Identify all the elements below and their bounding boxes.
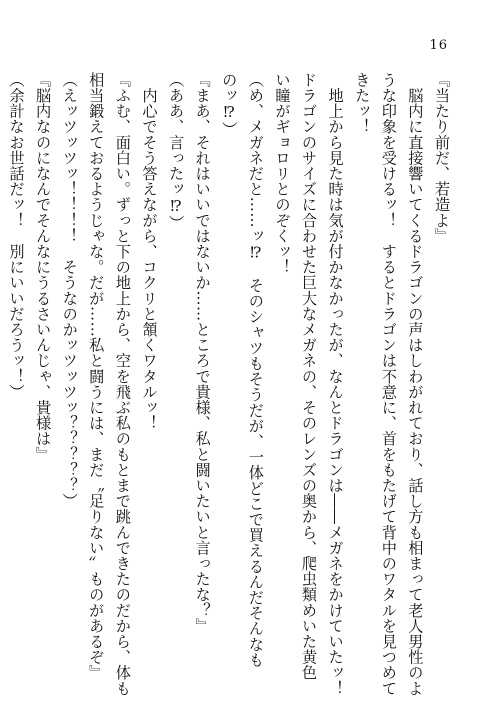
text-line: 脳内に直接響いてくるドラゴンの声はしわがれており、話し方も相まって老人男性のよ [406, 72, 425, 696]
text-line: 『脳内なのになんでそんなにうるさいんじゃ、貴様は』 [34, 72, 53, 462]
text-line: （えッツッツッ！！！！ そうなのかッツッツッ？？？？？） [60, 72, 79, 509]
text-line: （め、メガネだと……ッ⁉ そのシャツもそうだが、一体どこで買えるんだそんなも [246, 72, 265, 668]
text-line: 地上から見た時は気が付かなかったが、なんとドラゴンは――メガネをかけていたッ！ [326, 72, 345, 696]
page-number: 16 [429, 38, 448, 53]
text-line: （余計なお世話だッ！ 別にいいだろうッ！） [7, 72, 26, 400]
text-line: 『まあ、それはいいではないか……ところで貴様、私と闘いたいと言ったな？』 [193, 72, 212, 634]
text-line: （ああ、言ったッ⁉） [167, 72, 186, 231]
text-line: い瞳がギョロリとのぞくッ！ [273, 72, 292, 275]
body-text [7, 72, 455, 696]
text-line: 内心でそう答えながら、コクリと頷くワタルッ！ [140, 72, 159, 431]
text-line: のッ⁉） [220, 72, 239, 138]
text-line: うな印象を受けるッ！ するとドラゴンは不意に、首をもたげて背中のワタルを見つめて [379, 72, 398, 696]
text-line: 相当鍛えておるようじゃな。だが……私と闘うには、まだ〝足りない〟ものがあるぞ』 [87, 72, 106, 681]
text-line: ドラゴンのサイズに合わせた巨大なメガネの、そのレンズの奥から、爬虫類めいた黄色 [300, 72, 319, 681]
text-line: きたッ！ [353, 72, 372, 135]
text-line: 『ふむ、面白い。ずっと下の地上から、空を飛ぶ私のもとまで跳んできたのだから、体も [113, 72, 132, 696]
text-line: 『当たり前だ、若造よ』 [433, 72, 451, 244]
